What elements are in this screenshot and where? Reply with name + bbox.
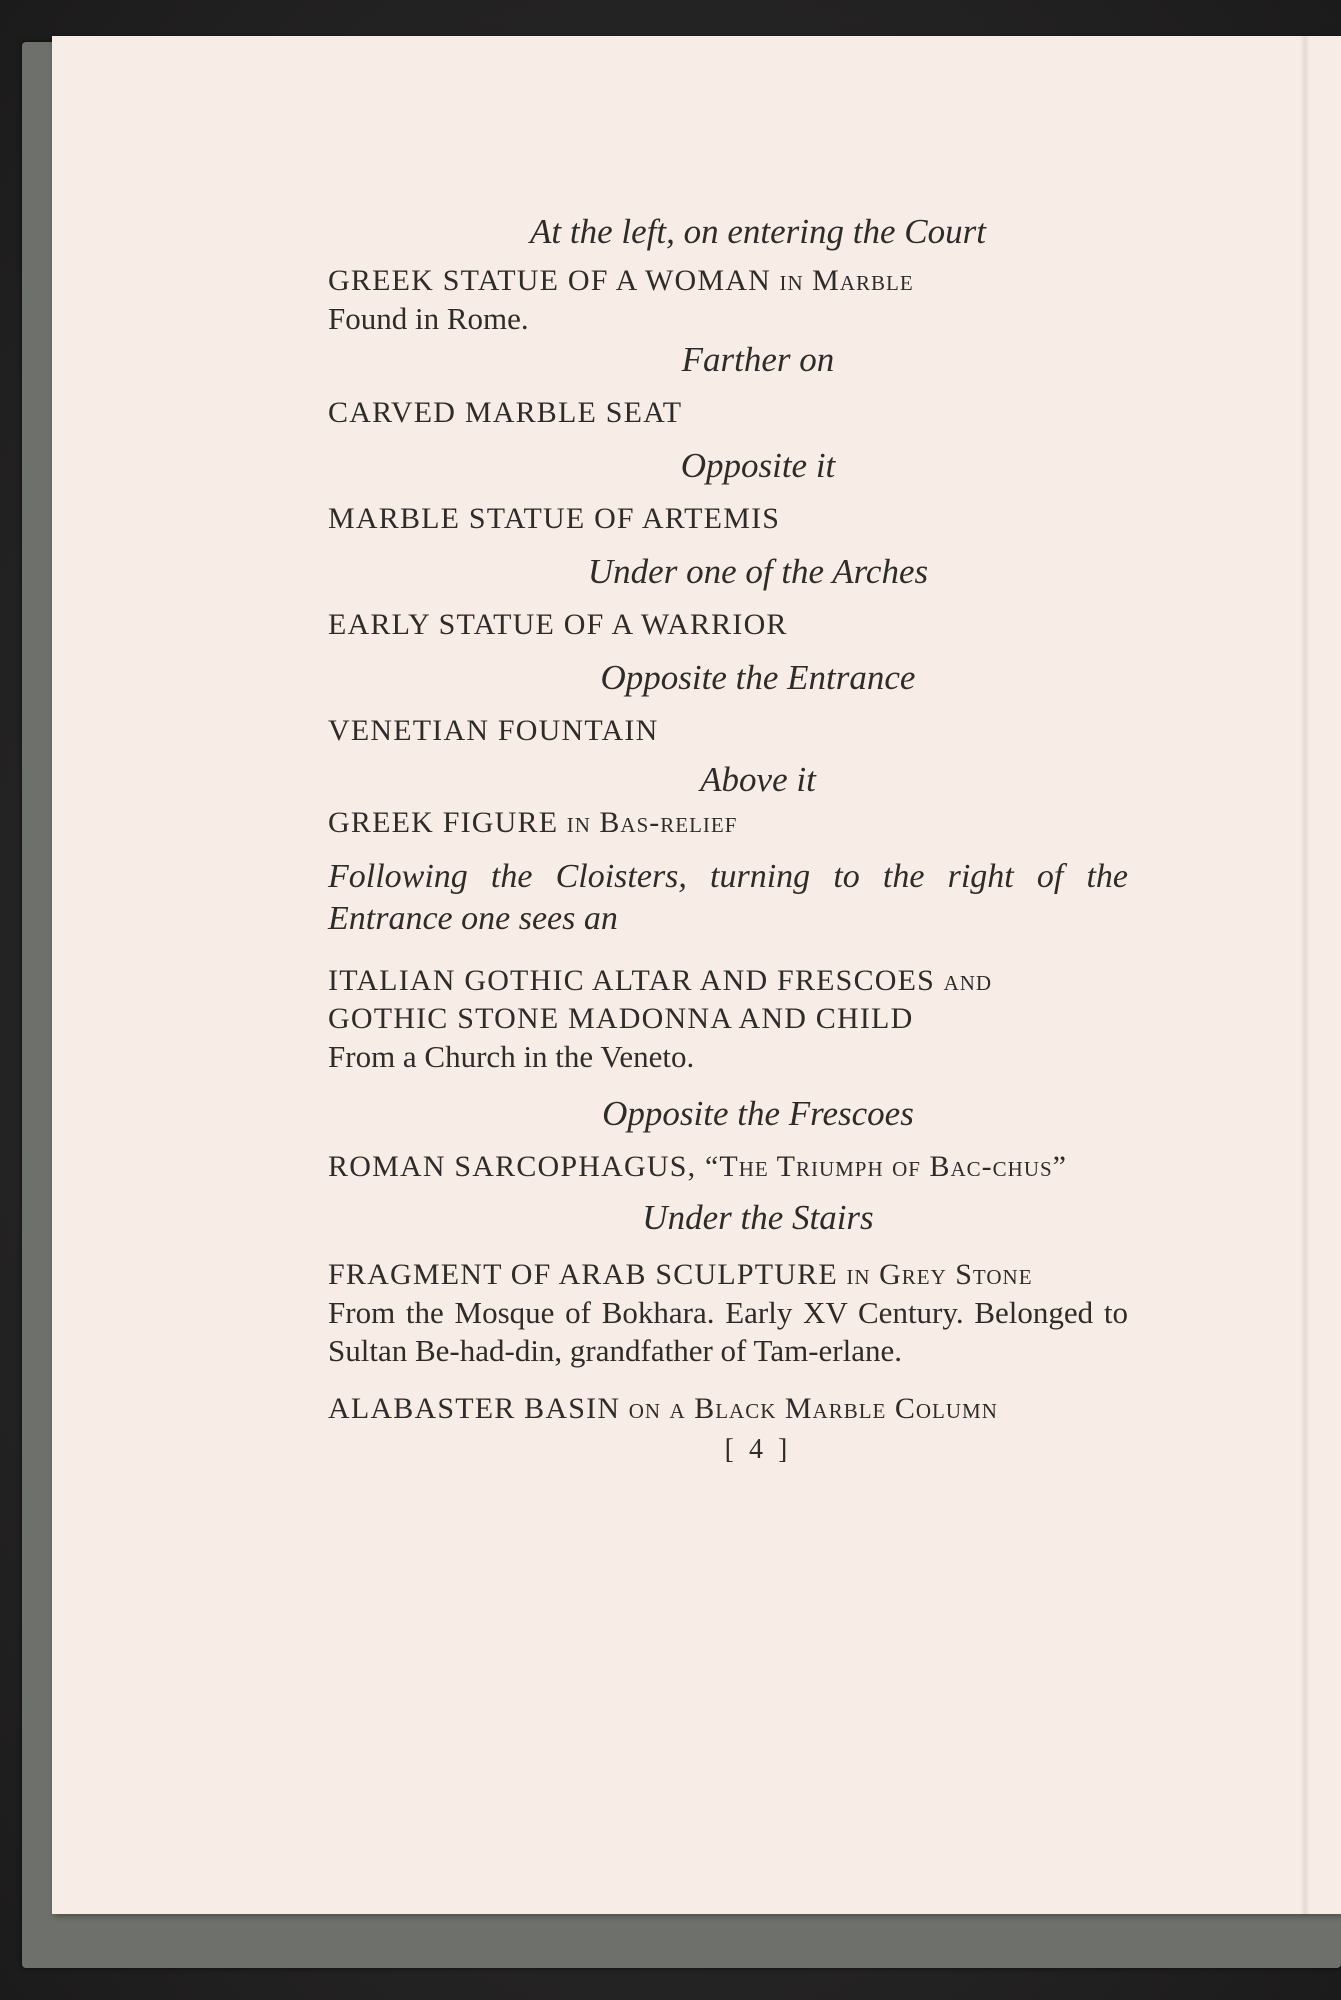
section-heading: At the left, on entering the Court <box>530 212 986 251</box>
section-heading: Farther on <box>681 340 835 379</box>
section-heading: Opposite it <box>680 446 836 485</box>
item-description: Found in Rome. <box>328 301 529 336</box>
item-title: GREEK FIGURE in Bas-relief <box>328 806 738 839</box>
item-title: VENETIAN FOUNTAIN <box>328 714 659 747</box>
item-title: ROMAN SARCOPHAGUS, “The Triumph of Bac-chus” <box>328 1150 1067 1183</box>
page-fold-shadow <box>1300 36 1310 1914</box>
section-heading: Above it <box>700 760 816 799</box>
item-title: GOTHIC STONE MADONNA AND CHILD <box>328 1002 914 1035</box>
narrative-paragraph: Following the Cloisters, turning to the right of the Entrance one sees an <box>328 858 1128 937</box>
item-title: EARLY STATUE OF A WARRIOR <box>328 608 788 641</box>
item-title: MARBLE STATUE OF ARTEMIS <box>328 502 781 535</box>
item-title: FRAGMENT OF ARAB SCULPTURE in Grey Stone <box>328 1258 1033 1291</box>
item-title: ITALIAN GOTHIC ALTAR AND FRESCOES and <box>328 964 993 997</box>
page-number: [ 4 ] <box>724 1434 792 1465</box>
section-heading: Under one of the Arches <box>587 552 929 591</box>
page-text <box>328 210 1128 1468</box>
item-description: From a Church in the Veneto. <box>328 1039 695 1074</box>
item-description: From the Mosque of Bokhara. Early XV Century. Belonged to Sultan Be-had-din, grandfather of Tam-erlane. <box>328 1295 1128 1368</box>
item-title: GREEK STATUE OF A WOMAN in Marble <box>328 264 914 297</box>
section-heading: Under the Stairs <box>642 1198 874 1237</box>
section-heading: Opposite the Frescoes <box>602 1094 914 1133</box>
item-title: CARVED MARBLE SEAT <box>328 396 683 429</box>
section-heading: Opposite the Entrance <box>600 658 916 697</box>
item-title: ALABASTER BASIN on a Black Marble Column <box>328 1392 998 1425</box>
